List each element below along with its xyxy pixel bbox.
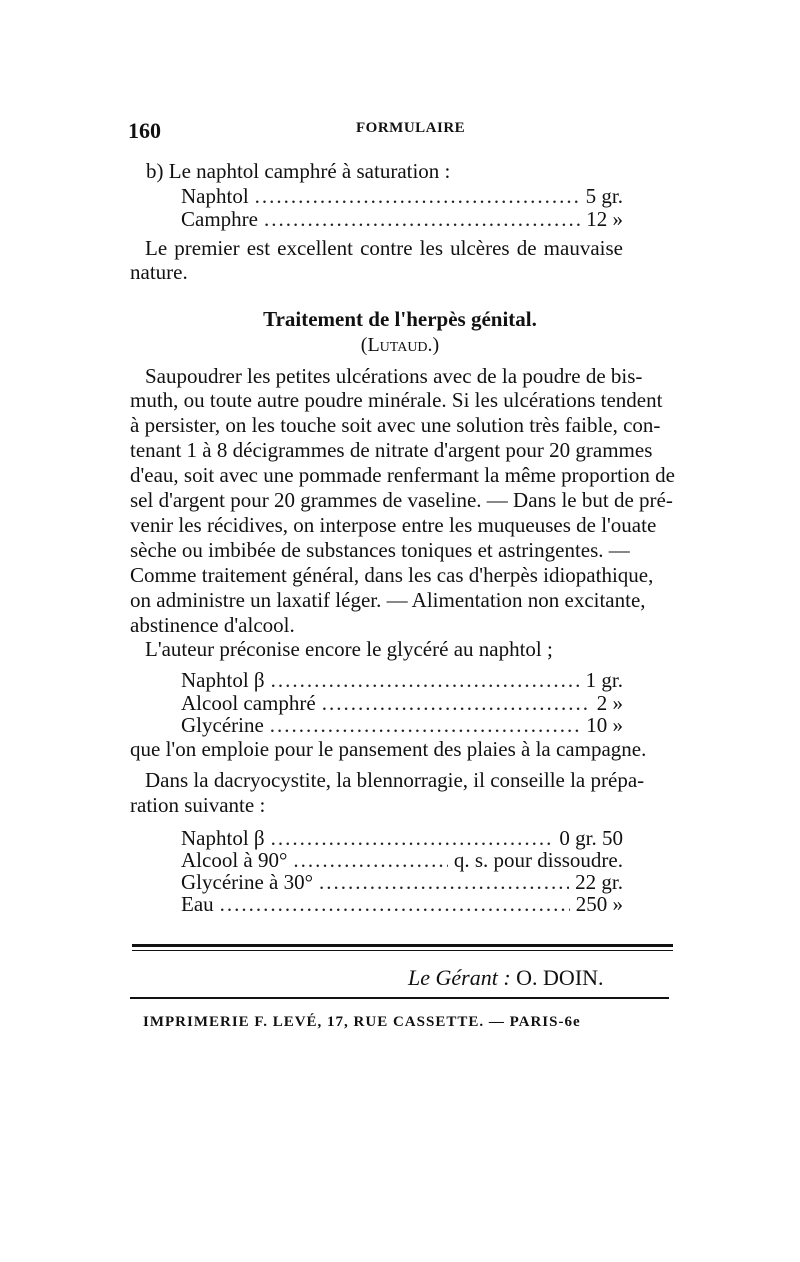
recipe-b-intro: b) Le naphtol camphré à saturation : [146, 159, 451, 183]
ingredient-row [181, 713, 623, 738]
leader-dots [271, 668, 580, 693]
separator-rule [132, 950, 673, 951]
ingredient-qty: 250 » [575, 892, 623, 916]
paragraph-line: Comme traitement général, dans les cas d'herpès idiopathique, [130, 563, 654, 587]
ingredient-name: Eau [181, 892, 214, 916]
leader-dots [270, 713, 580, 738]
ingredient-name: Naphtol [181, 184, 249, 208]
paragraph-line: on administre un laxatif léger. — Alimentation non excitante, [130, 588, 646, 612]
gerant-label: Le Gérant : [408, 965, 511, 990]
paragraph-line: Dans la dacryocystite, la blennorragie, il conseille la prépa- [145, 768, 645, 792]
ingredient-qty: 12 » [586, 207, 623, 231]
leader-dots [220, 892, 570, 917]
paragraph-line: tenant 1 à 8 décigrammes de nitrate d'argent pour 20 grammes [130, 438, 653, 462]
ingredient-row [181, 892, 623, 917]
author-name: Lutaud [367, 334, 428, 356]
ingredient-name: Glycérine à 30° [181, 870, 314, 894]
ingredient-name: Glycérine [181, 713, 264, 737]
running-title: FORMULAIRE [356, 120, 466, 136]
page-number: 160 [128, 118, 161, 143]
gerant-line [408, 965, 604, 991]
ingredient-name: Naphtol β [181, 826, 265, 850]
gerant-name: O. DOIN. [516, 965, 604, 990]
paragraph-line: Le premier est excellent contre les ulcères de mauvaise [145, 236, 623, 260]
ingredient-qty: 1 gr. [585, 668, 623, 692]
printer-imprint: IMPRIMERIE F. LEVÉ, 17, RUE CASSETTE. — PARIS-6e [143, 1014, 581, 1030]
paragraph-line: sel d'argent pour 20 grammes de vaseline. — Dans le but de pré- [130, 488, 673, 512]
paragraph-line: nature. [130, 260, 188, 284]
ingredient-row [181, 668, 623, 693]
ingredient-qty: q. s. pour dissoudre. [453, 848, 623, 872]
paragraph-line: L'auteur préconise encore le glycéré au naphtol ; [145, 637, 553, 661]
paragraph-line: sèche ou imbibée de substances toniques et astringentes. — [130, 538, 630, 562]
paragraph-line: que l'on emploie pour le pansement des plaies à la campagne. [130, 737, 647, 761]
ingredient-qty: 0 gr. 50 [559, 826, 623, 850]
paragraph-line: d'eau, soit avec une pommade renfermant la même proportion de [130, 463, 675, 487]
section-author: (Lutaud.) [360, 334, 440, 356]
ingredient-qty: 2 » [596, 691, 623, 715]
paragraph-line: à persister, on les touche soit avec une solution très faible, con- [130, 413, 661, 437]
paragraph-line: ration suivante : [130, 793, 266, 817]
ingredient-name: Alcool camphré [181, 691, 316, 715]
leader-dots [255, 184, 580, 209]
ingredient-name: Naphtol β [181, 668, 265, 692]
ingredient-row [181, 184, 623, 209]
paragraph-line: venir les récidives, on interpose entre les muqueuses de l'ouate [130, 513, 657, 537]
ingredient-name: Alcool à 90° [181, 848, 288, 872]
ingredient-row [181, 207, 623, 232]
ingredient-qty: 10 » [586, 713, 623, 737]
section-title: Traitement de l'herpès génital. [263, 307, 537, 331]
ingredient-name: Camphre [181, 207, 258, 231]
separator-rule [130, 997, 669, 999]
ingredient-qty: 22 gr. [575, 870, 623, 894]
leader-dots [264, 207, 580, 232]
ingredient-qty: 5 gr. [585, 184, 623, 208]
paragraph-line: abstinence d'alcool. [130, 613, 295, 637]
paragraph-line: muth, ou toute autre poudre minérale. Si les ulcérations tendent [130, 388, 663, 412]
paragraph-line: Saupoudrer les petites ulcérations avec de la poudre de bis- [145, 364, 643, 388]
separator-rule [132, 944, 673, 947]
